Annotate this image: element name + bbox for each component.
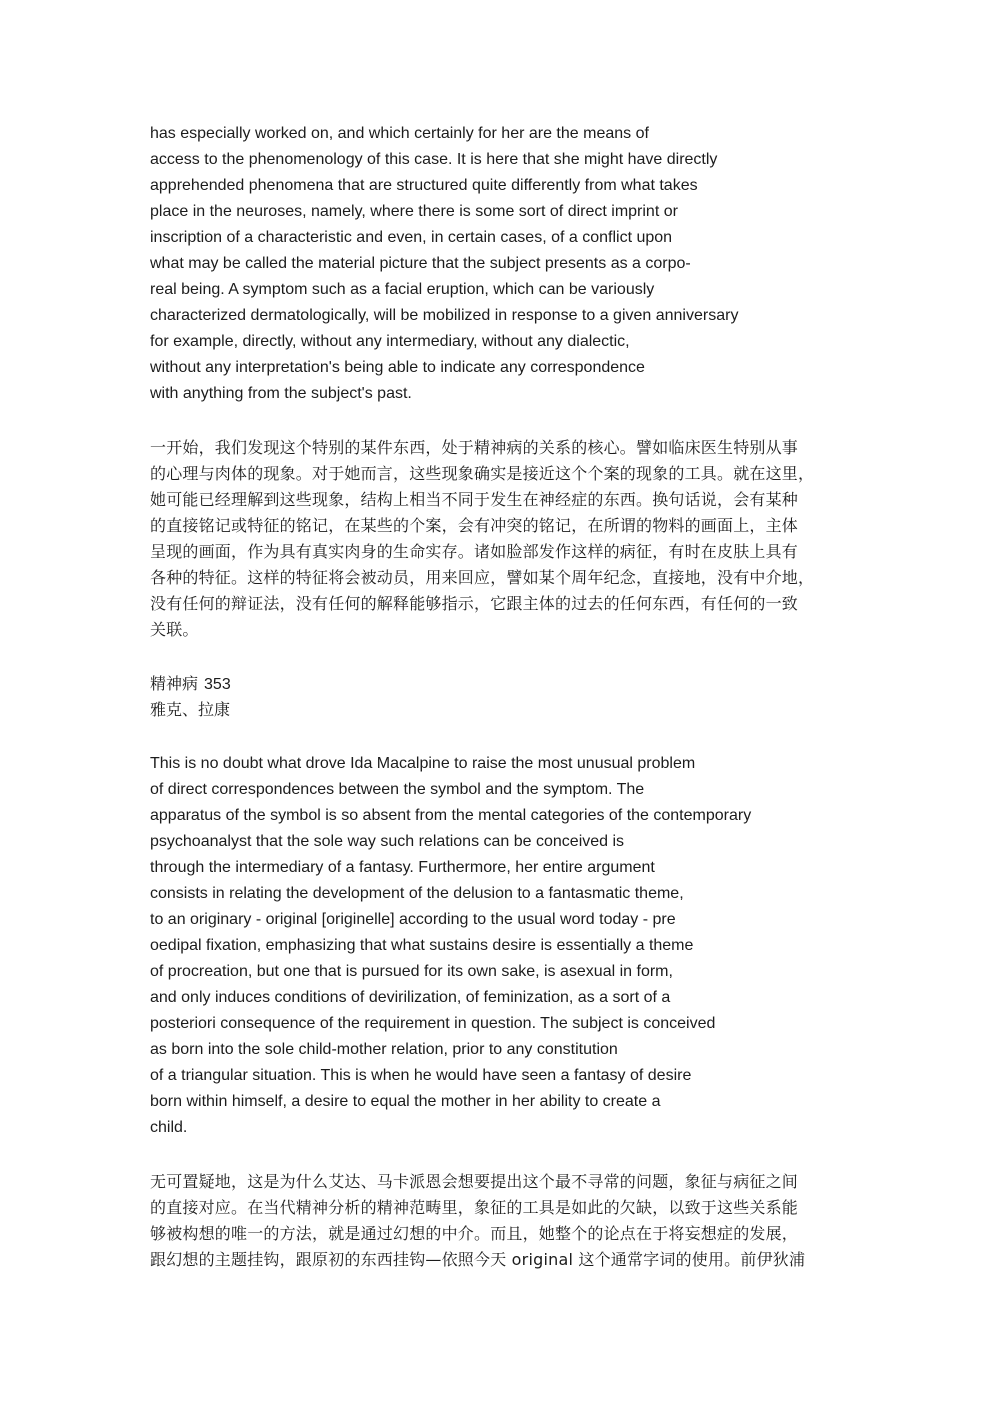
paragraph-chinese-1: [150, 435, 850, 643]
text-line: 的直接铭记或特征的铭记，在某些的个案，会有冲突的铭记，在所谓的物料的画面上，主体: [150, 516, 799, 535]
text-line: access to the phenomenology of this case. It is here that she might have directly: [150, 151, 718, 168]
text-line: apprehended phenomena that are structured quite differently from what takes: [150, 177, 698, 194]
page-number: 353: [204, 676, 231, 693]
text-line: for example, directly, without any intermediary, without any dialectic,: [150, 333, 630, 350]
paragraph-chinese-2: [150, 1169, 850, 1273]
text-line: through the intermediary of a fantasy. Furthermore, her entire argument: [150, 859, 655, 876]
text-line: place in the neuroses, namely, where there is some sort of direct imprint or: [150, 203, 678, 220]
text-line: 的心理与肉体的现象。对于她而言，这些现象确实是接近这个个案的现象的工具。就在这里，: [150, 464, 815, 483]
text-line: 没有任何的辩证法，没有任何的解释能够指示，它跟主体的过去的任何东西，有任何的一致: [150, 594, 799, 613]
text-line: and only induces conditions of devirilization, of feminization, as a sort of a: [150, 989, 671, 1006]
text-line: has especially worked on, and which certainly for her are the means of: [150, 125, 649, 142]
text-line: what may be called the material picture that the subject presents as a corpo-: [150, 255, 691, 272]
header-author: 雅克、拉康: [150, 700, 231, 719]
text-line: child.: [150, 1119, 188, 1136]
text-line: born within himself, a desire to equal the mother in her ability to create a: [150, 1093, 661, 1110]
text-line: 够被构想的唯一的方法，就是通过幻想的中介。而且，她整个的论点在于将妄想症的发展，: [150, 1224, 799, 1243]
text-line: to an originary - original [originelle] according to the usual word today - pre: [150, 911, 676, 928]
text-line: characterized dermatologically, will be mobilized in response to a given anniversary: [150, 307, 739, 324]
text-line: of direct correspondences between the symbol and the symptom. The: [150, 781, 645, 798]
text-line: posteriori consequence of the requirement in question. The subject is conceived: [150, 1015, 716, 1032]
text-line: of procreation, but one that is pursued for its own sake, is asexual in form,: [150, 963, 673, 980]
text-line: 她可能已经理解到这些现象，结构上相当不同于发生在神经症的东西。换句话说，会有某种: [150, 490, 799, 509]
text-line: 跟幻想的主题挂钩，跟原初的东西挂钩—依照今天 original 这个通常字词的使用。前伊狄浦: [150, 1250, 806, 1269]
text-line: psychoanalyst that the sole way such relations can be conceived is: [150, 833, 625, 850]
text-line: inscription of a characteristic and even, in certain cases, of a conflict upon: [150, 229, 673, 246]
document-page: [150, 121, 850, 1273]
paragraph-english-2: [150, 751, 850, 1141]
text-line: apparatus of the symbol is so absent from the mental categories of the contemporary: [150, 807, 752, 824]
text-line: without any interpretation's being able to indicate any correspondence: [150, 359, 645, 376]
running-header: [150, 671, 850, 723]
text-line: real being. A symptom such as a facial eruption, which can be variously: [150, 281, 655, 298]
header-title: 精神病: [150, 674, 199, 693]
text-line: oedipal fixation, emphasizing that what sustains desire is essentially a theme: [150, 937, 694, 954]
text-line: of a triangular situation. This is when he would have seen a fantasy of desire: [150, 1067, 692, 1084]
text-line: This is no doubt what drove Ida Macalpine to raise the most unusual problem: [150, 755, 696, 772]
text-line: with anything from the subject's past.: [150, 385, 412, 402]
text-line: 一开始，我们发现这个特别的某件东西，处于精神病的关系的核心。譬如临床医生特别从事: [150, 438, 799, 457]
text-line: 各种的特征。这样的特征将会被动员，用来回应，譬如某个周年纪念，直接地，没有中介地，: [150, 568, 815, 587]
text-line: 无可置疑地，这是为什么艾达、马卡派恩会想要提出这个最不寻常的问题，象征与病征之间: [150, 1172, 799, 1191]
text-line: 呈现的画面，作为具有真实肉身的生命实存。诸如脸部发作这样的病征，有时在皮肤上具有: [150, 542, 799, 561]
text-line: 的直接对应。在当代精神分析的精神范畴里，象征的工具是如此的欠缺，以致于这些关系能: [150, 1198, 799, 1217]
header-title-line: [150, 671, 850, 697]
text-line: consists in relating the development of the delusion to a fantasmatic theme,: [150, 885, 684, 902]
text-line: 关联。: [150, 620, 199, 639]
text-line: as born into the sole child-mother relation, prior to any constitution: [150, 1041, 618, 1058]
paragraph-english-1: [150, 121, 850, 407]
